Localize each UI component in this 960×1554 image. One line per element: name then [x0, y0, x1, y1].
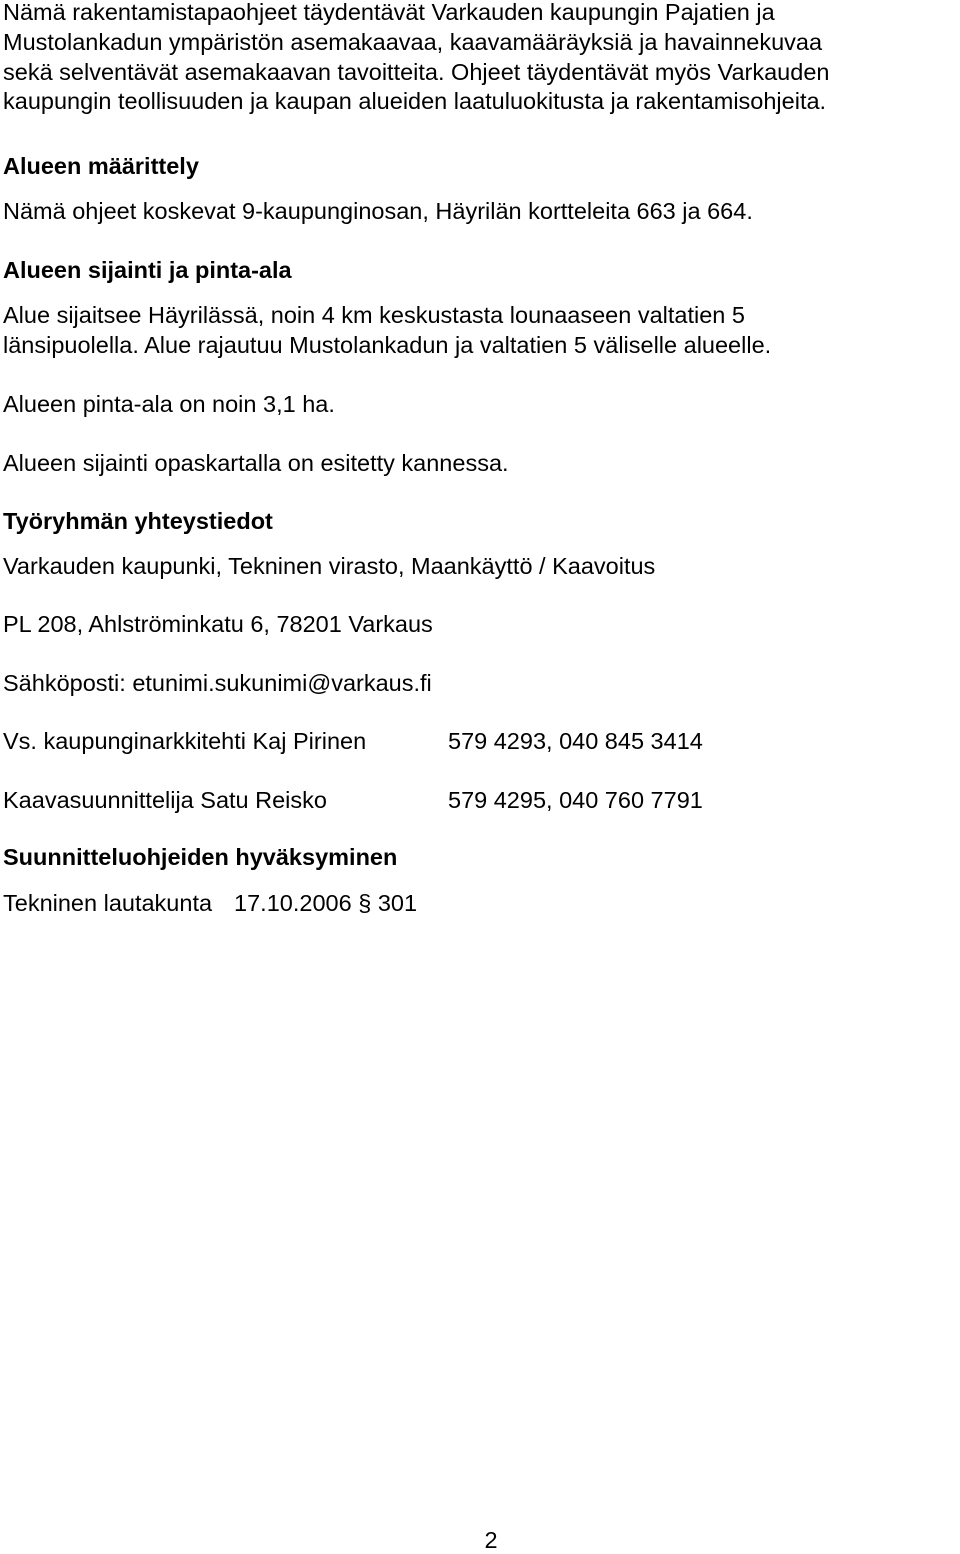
- intro-line-2: Mustolankadun ympäristön asemakaavaa, kaavamääräyksiä ja havainnekuvaa: [3, 29, 823, 55]
- contact-person-phones: 579 4293, 040 845 3414: [448, 728, 703, 754]
- intro-line-3: sekä selventävät asemakaavan tavoitteita. Ohjeet täydentävät myös Varkauden: [3, 59, 830, 85]
- contacts-heading: Työryhmän yhteystiedot: [3, 508, 273, 534]
- section-symbol: §: [358, 890, 372, 916]
- contact-person-row: [3, 786, 943, 814]
- location-line-1: Alue sijaitsee Häyrilässä, noin 4 km keskustasta lounaaseen valtatien 5: [3, 302, 745, 328]
- approval-line: [3, 889, 417, 917]
- definition-heading: Alueen määrittely: [3, 153, 199, 179]
- location-map-note: Alueen sijainti opaskartalla on esitetty kannessa.: [3, 450, 509, 476]
- section-number: 301: [377, 890, 418, 916]
- location-line-2: länsipuolella. Alue rajautuu Mustolankadun ja valtatien 5 väliselle alueelle.: [3, 332, 772, 358]
- intro-line-4: kaupungin teollisuuden ja kaupan alueiden laatuluokitusta ja rakentamisohjeita.: [3, 88, 827, 114]
- approval-body: Tekninen lautakunta: [3, 890, 213, 916]
- contacts-email: Sähköposti: etunimi.sukunimi@varkaus.fi: [3, 670, 432, 696]
- contact-person-row: [3, 727, 943, 755]
- contacts-organization: Varkauden kaupunki, Tekninen virasto, Maankäyttö / Kaavoitus: [3, 553, 656, 579]
- location-area: Alueen pinta-ala on noin 3,1 ha.: [3, 391, 335, 417]
- contact-person-name: Vs. kaupunginarkkitehti Kaj Pirinen: [3, 728, 367, 754]
- contact-person-name: Kaavasuunnittelija Satu Reisko: [3, 787, 327, 813]
- intro-line-1: Nämä rakentamistapaohjeet täydentävät Varkauden kaupungin Pajatien ja: [3, 0, 775, 25]
- location-heading: Alueen sijainti ja pinta-ala: [3, 257, 292, 283]
- page-number: 2: [484, 1526, 498, 1553]
- contacts-address: PL 208, Ahlströminkatu 6, 78201 Varkaus: [3, 611, 433, 637]
- approval-heading: Suunnitteluohjeiden hyväksyminen: [3, 844, 398, 870]
- definition-text: Nämä ohjeet koskevat 9-kaupunginosan, Häyrilän kortteleita 663 ja 664.: [3, 198, 753, 224]
- contact-person-phones: 579 4295, 040 760 7791: [448, 787, 703, 813]
- approval-date: 17.10.2006: [234, 890, 352, 916]
